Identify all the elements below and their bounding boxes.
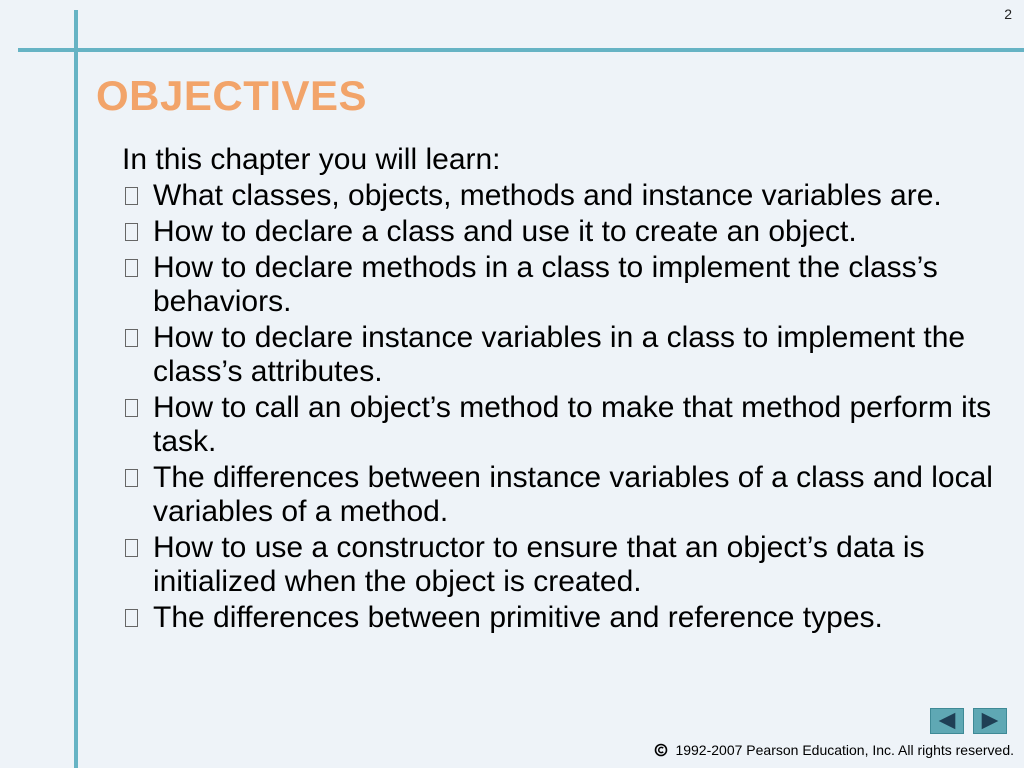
list-item-text: The differences between instance variables of a class and local variables of a method. <box>153 461 993 528</box>
list-item-text: The differences between primitive and reference types. <box>153 601 883 634</box>
square-bullet-icon <box>125 259 138 277</box>
square-bullet-icon <box>125 469 138 487</box>
list-item <box>122 215 1002 249</box>
next-slide-button[interactable] <box>973 708 1007 734</box>
list-item <box>122 461 1002 529</box>
list-item-text: How to call an object’s method to make that method perform its task. <box>153 391 992 458</box>
list-item <box>122 251 1002 319</box>
square-bullet-icon <box>125 539 138 557</box>
list-item-text: What classes, objects, methods and instance variables are. <box>153 179 942 212</box>
copyright-footer <box>653 742 1014 758</box>
triangle-right-icon <box>974 709 1006 733</box>
list-item <box>122 531 1002 599</box>
vertical-rule <box>74 10 78 768</box>
page-title: OBJECTIVES <box>96 72 368 119</box>
list-item <box>122 391 1002 459</box>
square-bullet-icon <box>125 399 138 417</box>
copyright-text: 1992-2007 Pearson Education, Inc. All rights reserved. <box>675 742 1014 758</box>
triangle-left-icon <box>931 709 963 733</box>
copyright-icon <box>653 743 669 757</box>
page-number: 2 <box>1004 6 1012 22</box>
horizontal-rule <box>18 48 1024 52</box>
square-bullet-icon <box>125 329 138 347</box>
objectives-list <box>122 179 1002 635</box>
previous-slide-button[interactable] <box>930 708 964 734</box>
square-bullet-icon <box>125 609 138 627</box>
square-bullet-icon <box>125 187 138 205</box>
list-item-text: How to declare instance variables in a class to implement the class’s attributes. <box>153 321 966 388</box>
list-item-text: How to declare methods in a class to implement the class’s behaviors. <box>153 251 938 318</box>
list-item-text: How to use a constructor to ensure that an object’s data is initialized when the object is created. <box>153 531 925 598</box>
list-item <box>122 601 1002 635</box>
list-item-text: How to declare a class and use it to create an object. <box>153 215 857 248</box>
square-bullet-icon <box>125 223 138 241</box>
objectives-content <box>122 143 1002 637</box>
list-item <box>122 179 1002 213</box>
intro-text: In this chapter you will learn: <box>122 143 501 176</box>
list-item <box>122 321 1002 389</box>
